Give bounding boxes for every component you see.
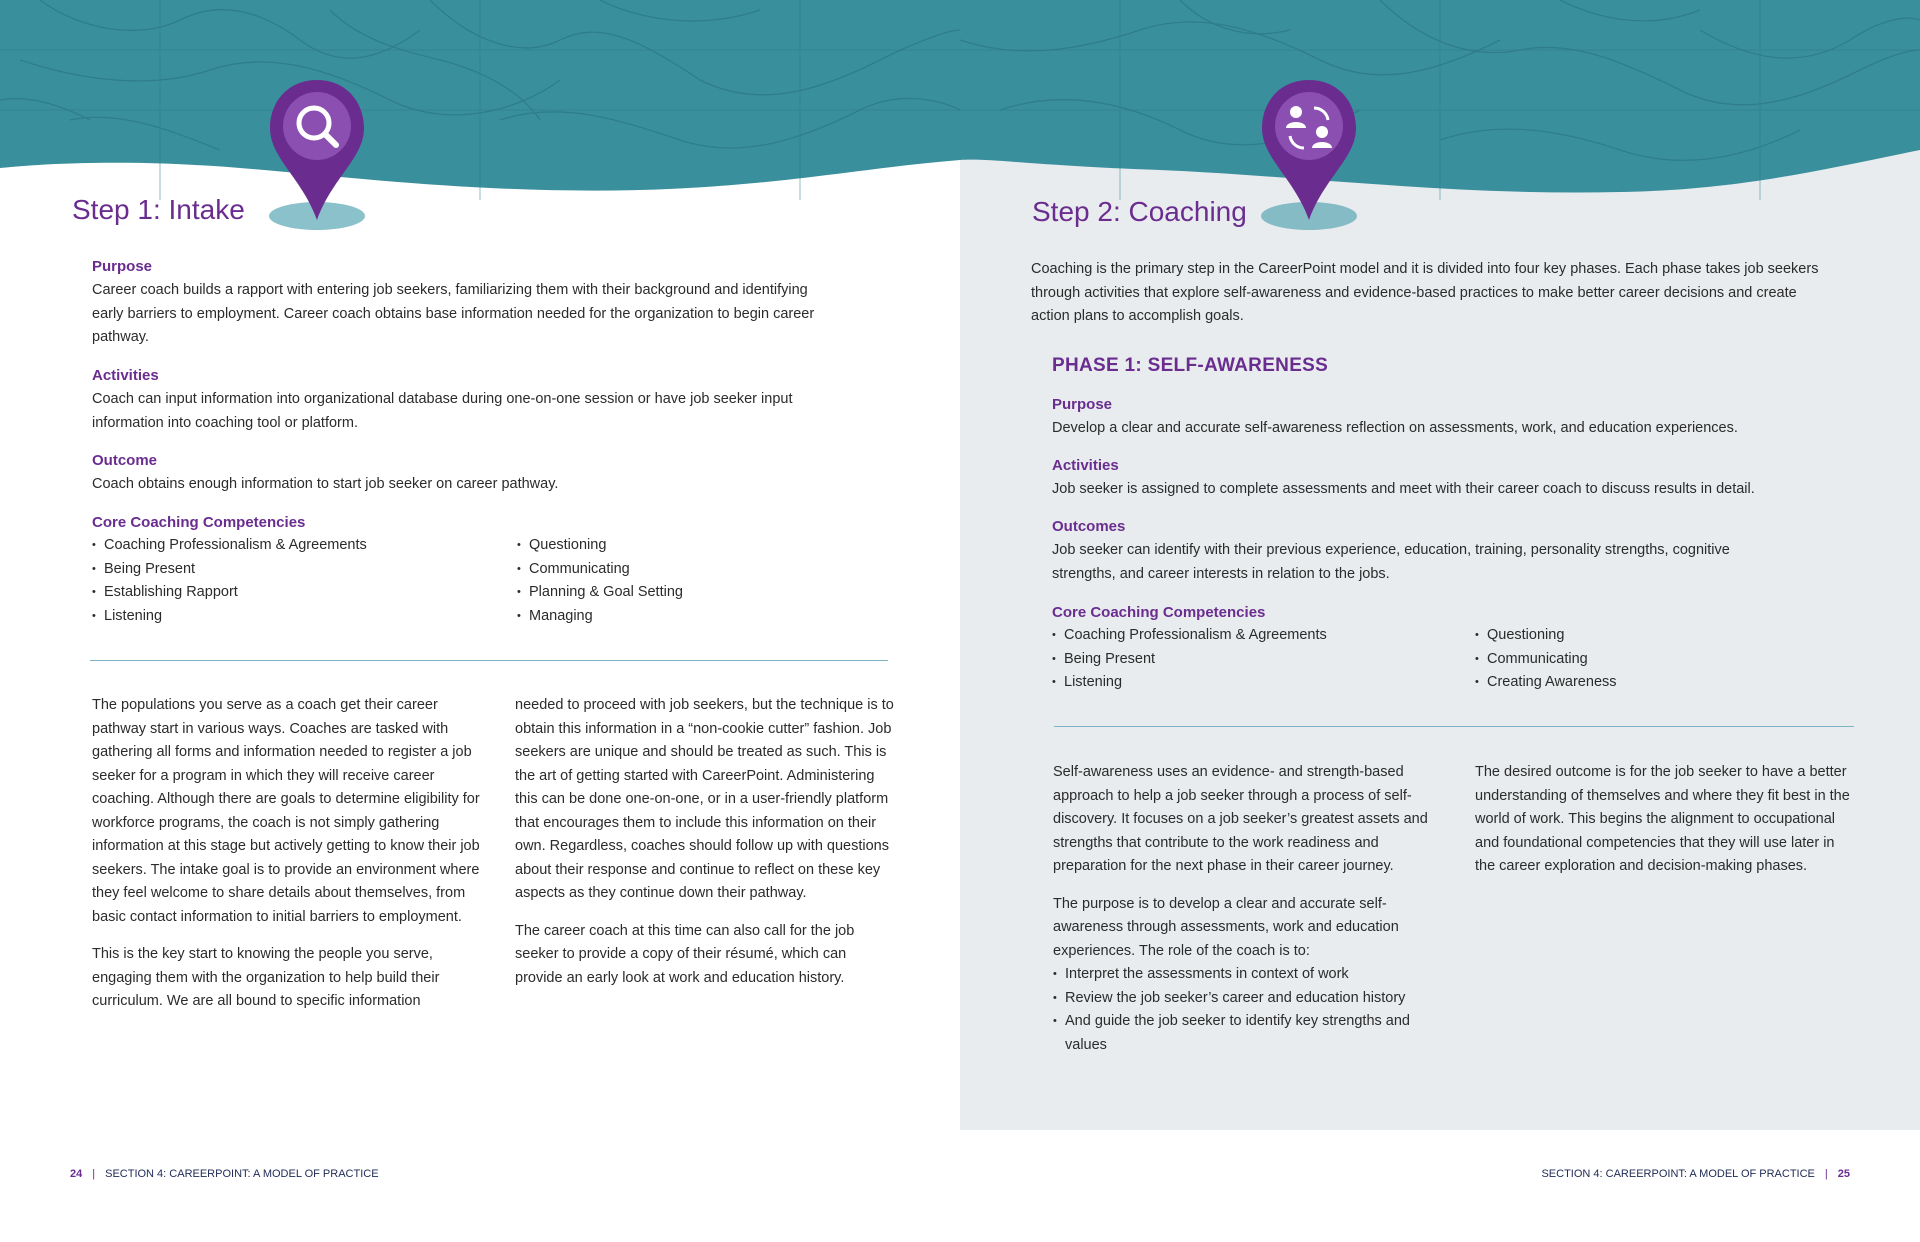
page-title: Step 1: Intake: [72, 194, 245, 225]
outcomes-text: Job seeker can identify with their previous experience, education, training, personality strengths, cognitive strengths, and career interests in relation to the jobs.: [1052, 542, 1730, 582]
list-item: • Creating Awareness: [1475, 671, 1825, 695]
body-paragraph: This is the key start to knowing the people you serve, engaging them with the organization to help build their curriculum. We are all bound to specific information: [92, 946, 440, 1009]
body-column-1: [92, 694, 482, 1028]
purpose-heading: Purpose: [92, 258, 153, 275]
outcomes-section-coaching: [1052, 518, 1732, 586]
list-item: • Review the job seeker’s career and education history: [1053, 987, 1438, 1011]
footer-right: [1541, 1168, 1850, 1180]
list-item: • And guide the job seeker to identify key strengths and values: [1053, 1010, 1438, 1057]
list-item: • Being Present: [92, 558, 492, 582]
body-paragraph: needed to proceed with job seekers, but the technique is to obtain this information in a “non-cookie cutter” fashion. Job seekers are unique and should be treated as such. This is the art of getting started with CareerPoint. Administering this can be done one-on-one, or in a user-friendly platform that encourages them to include this information on their own. Regardless, coaches should follow up with questions about their response and continue to reflect on these key aspects as they continue down their pathway.: [515, 697, 894, 901]
footer-left: [70, 1168, 379, 1180]
outcomes-heading: Outcomes: [1052, 518, 1126, 535]
body-paragraph: The populations you serve as a coach get their career pathway start in various ways. Coaches are tasked with gathering all forms and information needed to register a job seeker for a program in which they will receive career coaching. Although there are goals to determine eligibility for workforce programs, the coach is not simply gathering information at this stage but actively getting to know their job seekers. The intake goal is to provide an environment where they feel welcome to share details about themselves, from basic contact information to initial barriers to employment.: [92, 697, 480, 925]
competencies-heading: Core Coaching Competencies: [1052, 604, 1266, 621]
activities-text: Job seeker is assigned to complete assessments and meet with their career coach to discuss results in detail.: [1052, 481, 1755, 497]
activities-section-coaching: [1052, 457, 1852, 502]
purpose-section-coaching: [1052, 396, 1852, 441]
list-item: • Listening: [92, 605, 492, 629]
purpose-text: Develop a clear and accurate self-awareness reflection on assessments, work, and education experiences.: [1052, 420, 1738, 436]
footer-separator: |: [1824, 1168, 1828, 1180]
page-number: 24: [70, 1168, 83, 1180]
competencies-section-coaching: [1052, 604, 1852, 690]
activities-text: Coach can input information into organizational database during one-on-one session or have job seeker input information into coaching tool or platform.: [92, 391, 793, 431]
list-item: • Being Present: [1052, 648, 1452, 672]
list-item: • Questioning: [517, 534, 867, 558]
activities-heading: Activities: [92, 367, 159, 384]
location-pin-coaching: [1254, 78, 1364, 238]
list-item: • Managing: [517, 605, 867, 629]
competencies-list-col1: [92, 534, 492, 628]
body-paragraph: The career coach at this time can also call for the job seeker to provide a copy of their résumé, which can provide an early look at work and education history.: [515, 922, 855, 986]
section-label: SECTION 4: CAREERPOINT: A MODEL OF PRACTICE: [105, 1168, 379, 1180]
location-pin: [262, 78, 372, 238]
intro-text: Coaching is the primary step in the CareerPoint model and it is divided into four key phases. Each phase takes job seekers through activities that explore self-awareness and evidence-based practices to make better career decisions and create action plans to accomplish goals.: [1031, 261, 1819, 324]
competencies-list-col2: [1475, 624, 1825, 695]
body-column-1-coaching: [1053, 761, 1438, 1057]
list-item: • Establishing Rapport: [92, 581, 492, 605]
body-paragraph: Self-awareness uses an evidence- and strength-based approach to help a job seeker through a process of self-discovery. It focuses on a job seeker’s greatest assets and strengths that contribute to the work readiness and preparation for the next phase in their career journey.: [1053, 764, 1428, 874]
purpose-heading: Purpose: [1052, 396, 1113, 413]
outcome-text: Coach obtains enough information to start job seeker on career pathway.: [92, 476, 559, 492]
coach-role-list: [1053, 963, 1438, 1057]
competencies-heading: Core Coaching Competencies: [92, 514, 306, 531]
body-column-2: [515, 694, 895, 1004]
list-item: • Communicating: [517, 558, 867, 582]
body-column-2-coaching: [1475, 761, 1850, 893]
section-label: SECTION 4: CAREERPOINT: A MODEL OF PRACTICE: [1541, 1168, 1815, 1180]
competencies-section: [92, 514, 892, 624]
page-title-coaching: Step 2: Coaching: [1032, 196, 1247, 227]
list-item: • Coaching Professionalism & Agreements: [92, 534, 492, 558]
footer-separator: |: [92, 1168, 96, 1180]
competencies-list-col1: [1052, 624, 1452, 695]
list-item: • Questioning: [1475, 624, 1825, 648]
page-number: 25: [1837, 1168, 1850, 1180]
phase-title: PHASE 1: SELF-AWARENESS: [1052, 355, 1329, 376]
competencies-list-col2: [517, 534, 867, 628]
outcome-section: [92, 452, 832, 497]
list-item: • Interpret the assessments in context of work: [1053, 963, 1438, 987]
list-item: • Communicating: [1475, 648, 1825, 672]
divider: [1054, 726, 1854, 727]
activities-heading: Activities: [1052, 457, 1119, 474]
list-item: • Planning & Goal Setting: [517, 581, 867, 605]
list-item: • Coaching Professionalism & Agreements: [1052, 624, 1452, 648]
body-paragraph: The desired outcome is for the job seeker to have a better understanding of themselves and where they fit best in the world of work. This begins the alignment to occupational and foundational competencies that they will use later in the career exploration and decision-making phases.: [1475, 764, 1850, 874]
purpose-text: Career coach builds a rapport with entering job seekers, familiarizing them with their background and identifying early barriers to employment. Career coach obtains base information needed for the organization to begin career pathway.: [92, 282, 815, 345]
body-paragraph: The purpose is to develop a clear and accurate self-awareness through assessments, work and education experiences. The role of the coach is to:: [1053, 895, 1399, 959]
divider: [90, 660, 888, 661]
outcome-heading: Outcome: [92, 452, 158, 469]
list-item: • Listening: [1052, 671, 1452, 695]
purpose-section: [92, 258, 832, 350]
activities-section: [92, 367, 832, 435]
